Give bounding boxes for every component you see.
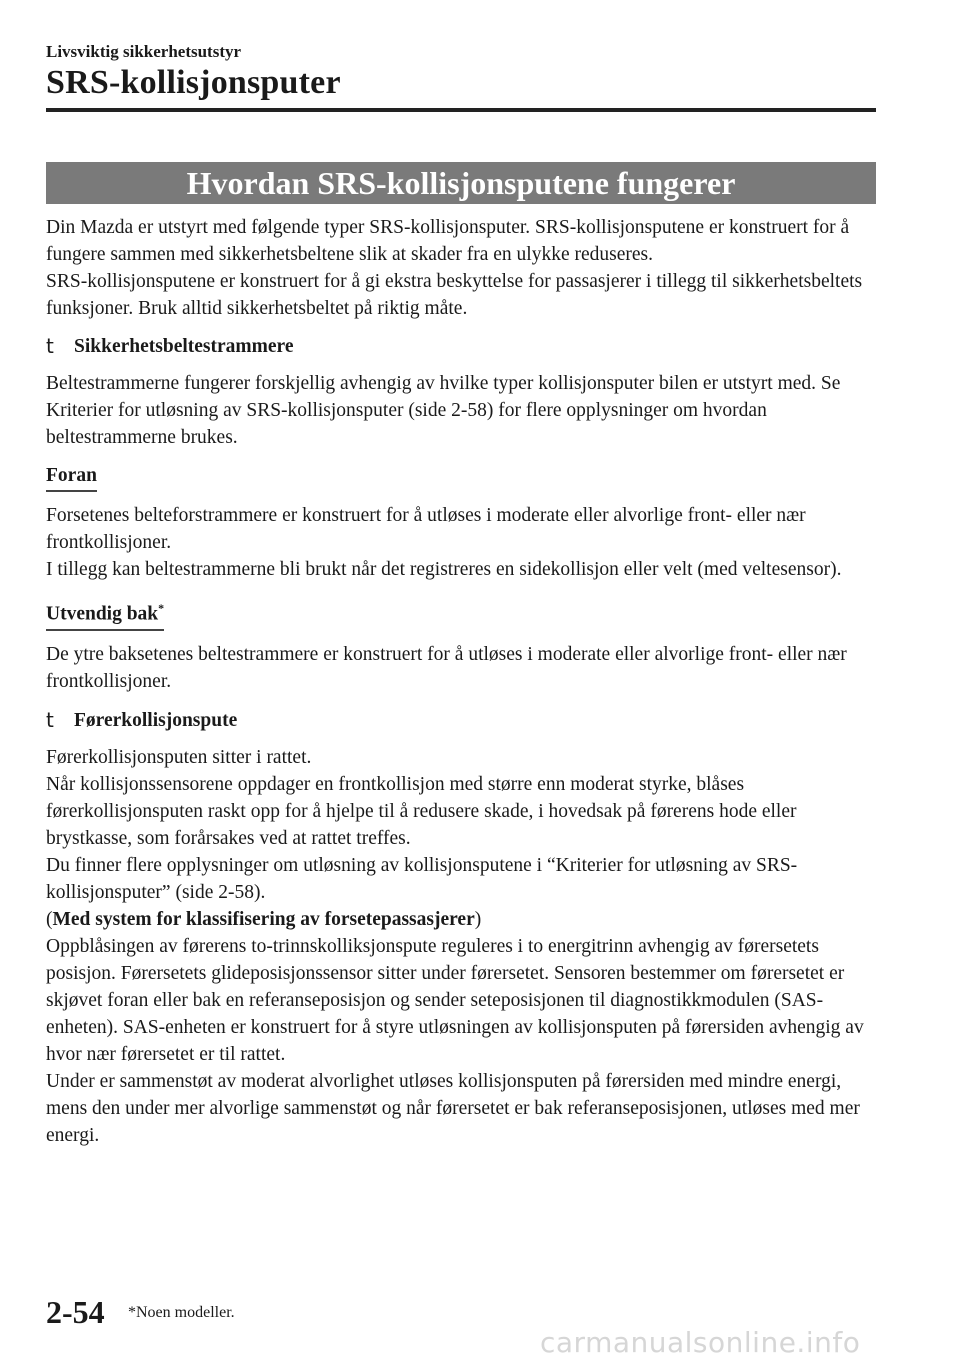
rear-subheading: [46, 595, 164, 631]
driver-airbag-paragraph-4: Oppblåsingen av førerens to-trinnskolliksjonspute reguleres i to energitrinn avhengig av førersetets posisjon. Førersetets glideposisjonssensor sitter under førersetet. Sensoren bestemmer om førersetet er skjøvet foran eller bak en referanseposisjon og sender seteposisjonen til diagnostikkmodulen (SAS-enheten). SAS-enheten er konstruert for å styre utløsningen av kollisjonsputen på førersiden avhengig av hvor nær førersetet er til rattet.: [46, 935, 864, 1065]
driver-airbag-heading: [46, 707, 886, 734]
front-paragraph-2: I tillegg kan beltestrammerne bli brukt når det registreres en sidekollisjon eller velt (med veltesensor).: [46, 559, 842, 580]
intro-paragraph-1: Din Mazda er utstyrt med følgende typer SRS-kollisjonsputer. SRS-kollisjonsputene er konstruert for å fungere sammen med sikkerhetsbeltene slik at skader fra en ulykke reduseres.: [46, 217, 850, 265]
intro-paragraph-2: SRS-kollisjonsputene er konstruert for å gi ekstra beskyttelse for passasjerer i tillegg til sikkerhetsbeltets funksjoner. Bruk alltid sikkerhetsbeltet på riktig måte.: [46, 271, 863, 319]
page-title: SRS-kollisjonsputer: [46, 64, 341, 101]
pretensioners-heading: [46, 333, 886, 360]
classification-note: [46, 906, 886, 933]
driver-airbag-heading-text: Førerkollisjonspute: [74, 709, 238, 731]
rear-subheading-text: Utvendig bak: [46, 603, 159, 625]
front-paragraph-1: Forsetenes belteforstrammere er konstruert for å utløses i moderate eller alvorlige front- eller nær frontkollisjoner.: [46, 505, 806, 553]
driver-airbag-paragraph-1: Førerkollisjonsputen sitter i rattet.: [46, 746, 312, 768]
content-body: [46, 212, 886, 1149]
pretensioners-paragraph: Beltestrammerne fungerer forskjellig avhengig av hvilke typer kollisjonsputer bilen er utstyrt med. Se Kriterier for utløsning av SRS-kollisjonsputer (side 2-58) for flere opplysninger om hvordan beltestrammerne brukes.: [46, 373, 841, 448]
page-number: 2-54: [46, 1294, 105, 1330]
rear-subsection: [46, 595, 886, 631]
classification-open-paren: (: [46, 908, 53, 930]
bullet-icon: t: [46, 334, 54, 358]
footnote: *Noen modeller.: [128, 1304, 235, 1321]
classification-label: Med system for klassifisering av forsetepassasjerer: [52, 908, 475, 930]
pretensioners-heading-text: Sikkerhetsbeltestrammere: [74, 336, 294, 357]
some-models-marker: *: [158, 601, 165, 615]
driver-airbag-paragraph-3: Du finner flere opplysninger om utløsning av kollisjonsputene i “Kriterier for utløsning av SRS-kollisjonsputer” (side 2-58).: [46, 854, 798, 903]
section-breadcrumb: Livsviktig sikkerhetsutstyr: [46, 42, 242, 61]
front-subheading: Foran: [46, 463, 97, 492]
classification-close-paren: ): [474, 908, 482, 930]
bullet-icon: t: [46, 707, 54, 732]
driver-airbag-paragraph-2: Når kollisjonssensorene oppdager en frontkollisjon med større enn moderat styrke, blåses førerkollisjonsputen raskt opp for å hjelpe til å redusere skade, i hovedsak på førerens hode eller brystkasse, som forårsakes ved at rattet treffes.: [46, 773, 797, 849]
rear-paragraph: De ytre baksetenes beltestrammere er konstruert for å utløses i moderate eller alvorlige front- eller nær frontkollisjoner.: [46, 643, 847, 692]
watermark: carmanualsonline.info: [540, 1326, 861, 1359]
driver-airbag-paragraph-5: Under er sammenstøt av moderat alvorlighet utløses kollisjonsputen på førersiden med mindre energi, mens den under mer alvorlige sammenstøt og når førersetet er bak referanseposisjonen, utløses med mer energi.: [46, 1070, 860, 1146]
front-subsection: [46, 463, 886, 492]
title-divider: [46, 108, 876, 112]
section-banner: Hvordan SRS-kollisjonsputene fungerer: [46, 162, 876, 204]
